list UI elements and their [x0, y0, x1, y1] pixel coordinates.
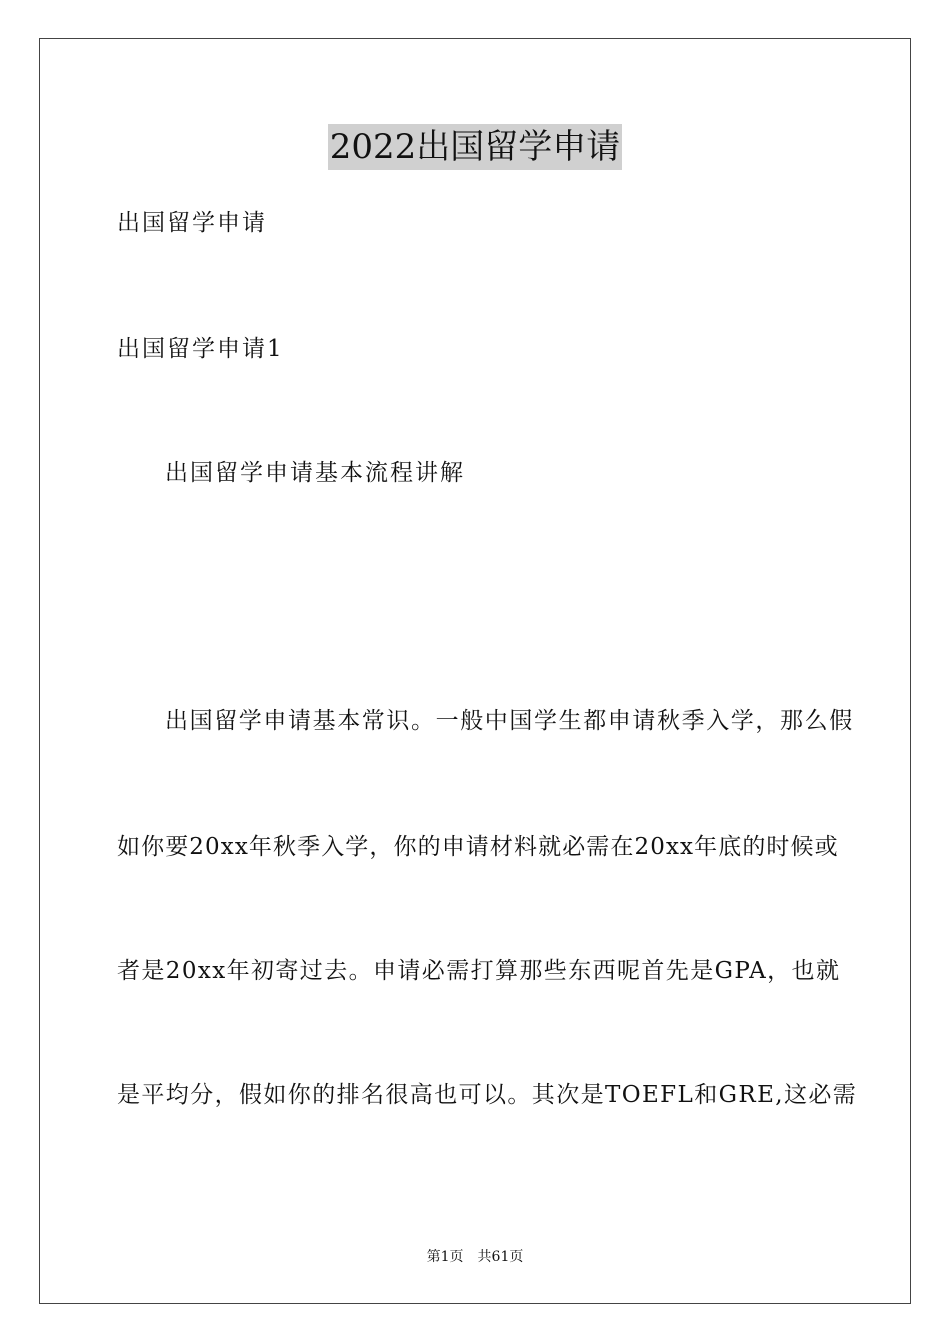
paragraph-line: 出国留学申请基本常识。一般中国学生都申请秋季入学，那么假 — [165, 708, 854, 734]
title-container — [0, 124, 950, 170]
paragraph-line: 是平均分，假如你的排名很高也可以。其次是TOEFL和GRE,这必需 — [117, 1082, 858, 1108]
page-footer: 第1页 共61页 — [426, 1249, 524, 1265]
document-subtitle: 出国留学申请 — [117, 210, 267, 236]
document-title: 2022出国留学申请 — [328, 124, 623, 170]
paragraph-line: 如你要20xx年秋季入学，你的申请材料就必需在20xx年底的时候或 — [117, 834, 839, 860]
section-heading: 出国留学申请1 — [117, 336, 284, 362]
paragraph-line: 者是20xx年初寄过去。申请必需打算那些东西呢首先是GPA，也就 — [117, 958, 841, 984]
section-subheading: 出国留学申请基本流程讲解 — [165, 460, 465, 486]
